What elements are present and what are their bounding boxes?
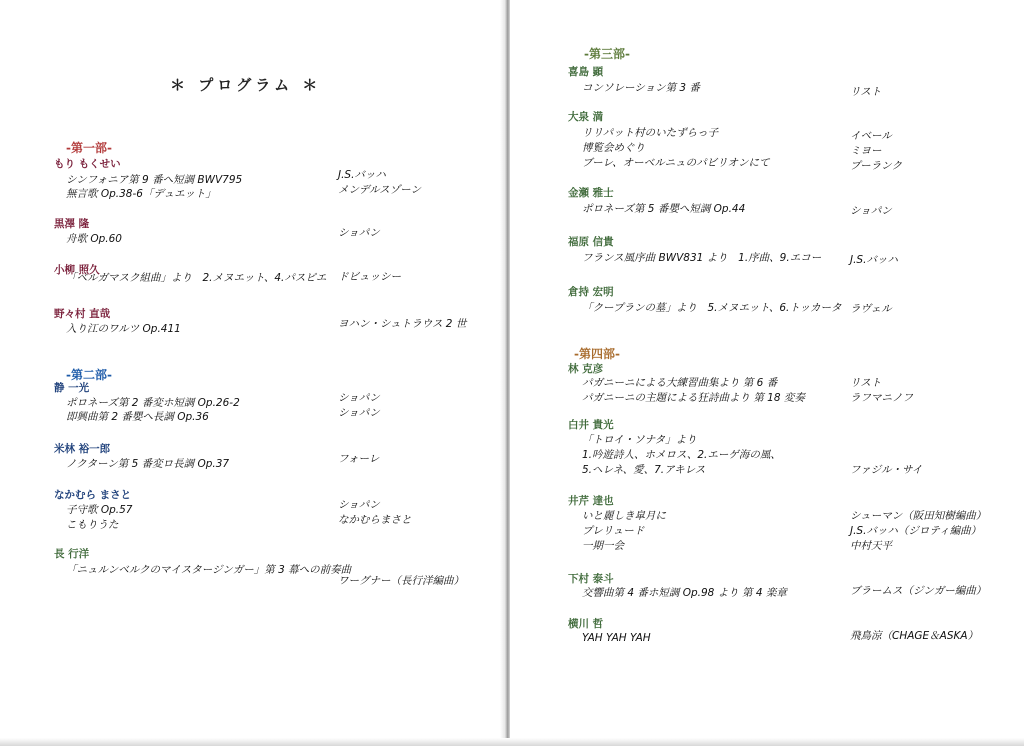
piece-title: 「ニュルンベルクのマイスタージンガー」第 3 幕への前奏曲 (66, 564, 352, 576)
piece-title: 即興曲第 2 番嬰へ長調 Op.36 (66, 411, 209, 423)
part3-heading: -第三部- (584, 47, 630, 61)
page-bottom-shadow (0, 738, 1024, 746)
composer-name: プーランク (850, 160, 902, 172)
piece-title: 「クープランの墓」より 5.メヌエット、6.トッカータ (582, 302, 842, 314)
performer-name: 米林 裕一郎 (54, 443, 111, 455)
left-page (0, 0, 506, 746)
composer-name: ショパン (338, 499, 380, 511)
piece-title: パガニーニによる大練習曲集より 第 6 番 (582, 377, 778, 389)
composer-name: リスト (850, 86, 882, 98)
performer-name: 福原 信貴 (568, 236, 614, 248)
composer-name: メンデルスゾーン (338, 184, 421, 196)
piece-title: パガニーニの主題による狂詩曲より 第 18 変奏 (582, 392, 805, 404)
composer-name: イベール (850, 130, 892, 142)
piece-title: 「トロイ・ソナタ」より (582, 434, 697, 446)
composer-name: ショパン (338, 407, 380, 419)
composer-name: ミヨー (850, 145, 882, 157)
right-page (510, 0, 1024, 746)
performer-name: 黒澤 隆 (54, 218, 90, 230)
composer-name: ドビュッシー (338, 271, 401, 283)
piece-title: 1.吟遊詩人、ホメロス、2.エーゲ海の風、 (582, 449, 781, 461)
performer-name: 大泉 満 (568, 111, 604, 123)
composer-name: フォーレ (338, 453, 380, 465)
piece-title: プレリュード (582, 525, 645, 537)
composer-name: 飛鳥涼（CHAGE＆ASKA） (850, 630, 979, 642)
piece-title: 一期一会 (582, 540, 624, 552)
piece-title: いと麗しき皐月に (582, 510, 666, 522)
composer-name: ブラームス（ジンガー編曲） (850, 585, 987, 597)
composer-name: ワーグナー（長行洋編曲） (338, 575, 464, 587)
piece-title: こもりうた (66, 519, 119, 531)
composer-name: ショパン (338, 392, 380, 404)
performer-name: 井芹 達也 (568, 495, 614, 507)
piece-title: 入り江のワルツ Op.411 (66, 323, 181, 335)
piece-title: リリパット村のいたずらっ子 (582, 127, 719, 139)
composer-name: 中村天平 (850, 540, 892, 552)
performer-name: もり もくせい (54, 158, 121, 170)
performer-name: 下村 泰斗 (568, 573, 614, 585)
performer-name: 喜島 顕 (568, 66, 604, 78)
piece-title: ノクターン第 5 番変ロ長調 Op.37 (66, 458, 230, 470)
composer-name: ファジル・サイ (850, 464, 923, 476)
piece-title: 5.ヘレネ、愛、7.アキレス (582, 464, 706, 476)
piece-title: 子守歌 Op.57 (66, 504, 133, 516)
piece-title: コンソレーション第 3 番 (582, 82, 700, 94)
piece-title: ポロネーズ第 5 番嬰へ短調 Op.44 (582, 203, 746, 215)
part1-heading: -第一部- (66, 141, 112, 155)
piece-title: YAH YAH YAH (582, 632, 651, 644)
composer-name: シューマン（阪田知樹編曲） (850, 510, 987, 522)
performer-name: 小柳 照久 (54, 264, 100, 276)
performer-name: 林 克彦 (568, 363, 604, 375)
piece-title: 「ベルガマスク組曲」より 2.メヌエット、4.パスピエ (66, 272, 327, 284)
piece-title: ブーレ、オーベルニュのパビリオンにて (582, 157, 770, 169)
performer-name: 野々村 直哉 (54, 308, 111, 320)
performer-name: 長 行洋 (54, 548, 90, 560)
composer-name: ショパン (338, 227, 380, 239)
composer-name: ヨハン・シュトラウス 2 世 (338, 318, 467, 330)
piece-title: シンフォニア第 9 番へ短調 BWV795 (66, 174, 243, 186)
piece-title: 無言歌 Op.38-6「デュエット」 (66, 188, 216, 200)
composer-name: ラフマニノフ (850, 392, 913, 404)
composer-name: J.S.バッハ (850, 254, 898, 266)
composer-name: J.S.バッハ（ジロティ編曲） (850, 525, 982, 537)
piece-title: 舟歌 Op.60 (66, 233, 122, 245)
performer-name: なかむら まさと (54, 489, 132, 501)
part2-heading: -第二部- (66, 368, 112, 382)
composer-name: なかむらまさと (338, 514, 412, 526)
performer-name: 横川 哲 (568, 618, 604, 630)
composer-name: ショパン (850, 205, 892, 217)
composer-name: リスト (850, 377, 882, 389)
piece-title: 交響曲第 4 番ホ短調 Op.98 より 第 4 楽章 (582, 587, 787, 599)
composer-name: ラヴェル (850, 303, 892, 315)
performer-name: 倉持 宏明 (568, 286, 614, 298)
performer-name: 静 一光 (54, 382, 90, 394)
performer-name: 金瀬 雅士 (568, 187, 614, 199)
piece-title: フランス風序曲 BWV831 より 1.序曲、9.エコー (582, 252, 822, 264)
piece-title: 博覧会めぐり (582, 142, 645, 154)
performer-name: 白井 貴光 (568, 419, 614, 431)
piece-title: ポロネーズ第 2 番変ホ短調 Op.26-2 (66, 397, 240, 409)
part4-heading: -第四部- (574, 347, 620, 361)
program-title: ＊ プログラム ＊ (170, 76, 322, 94)
composer-name: J.S.バッハ (338, 169, 386, 181)
